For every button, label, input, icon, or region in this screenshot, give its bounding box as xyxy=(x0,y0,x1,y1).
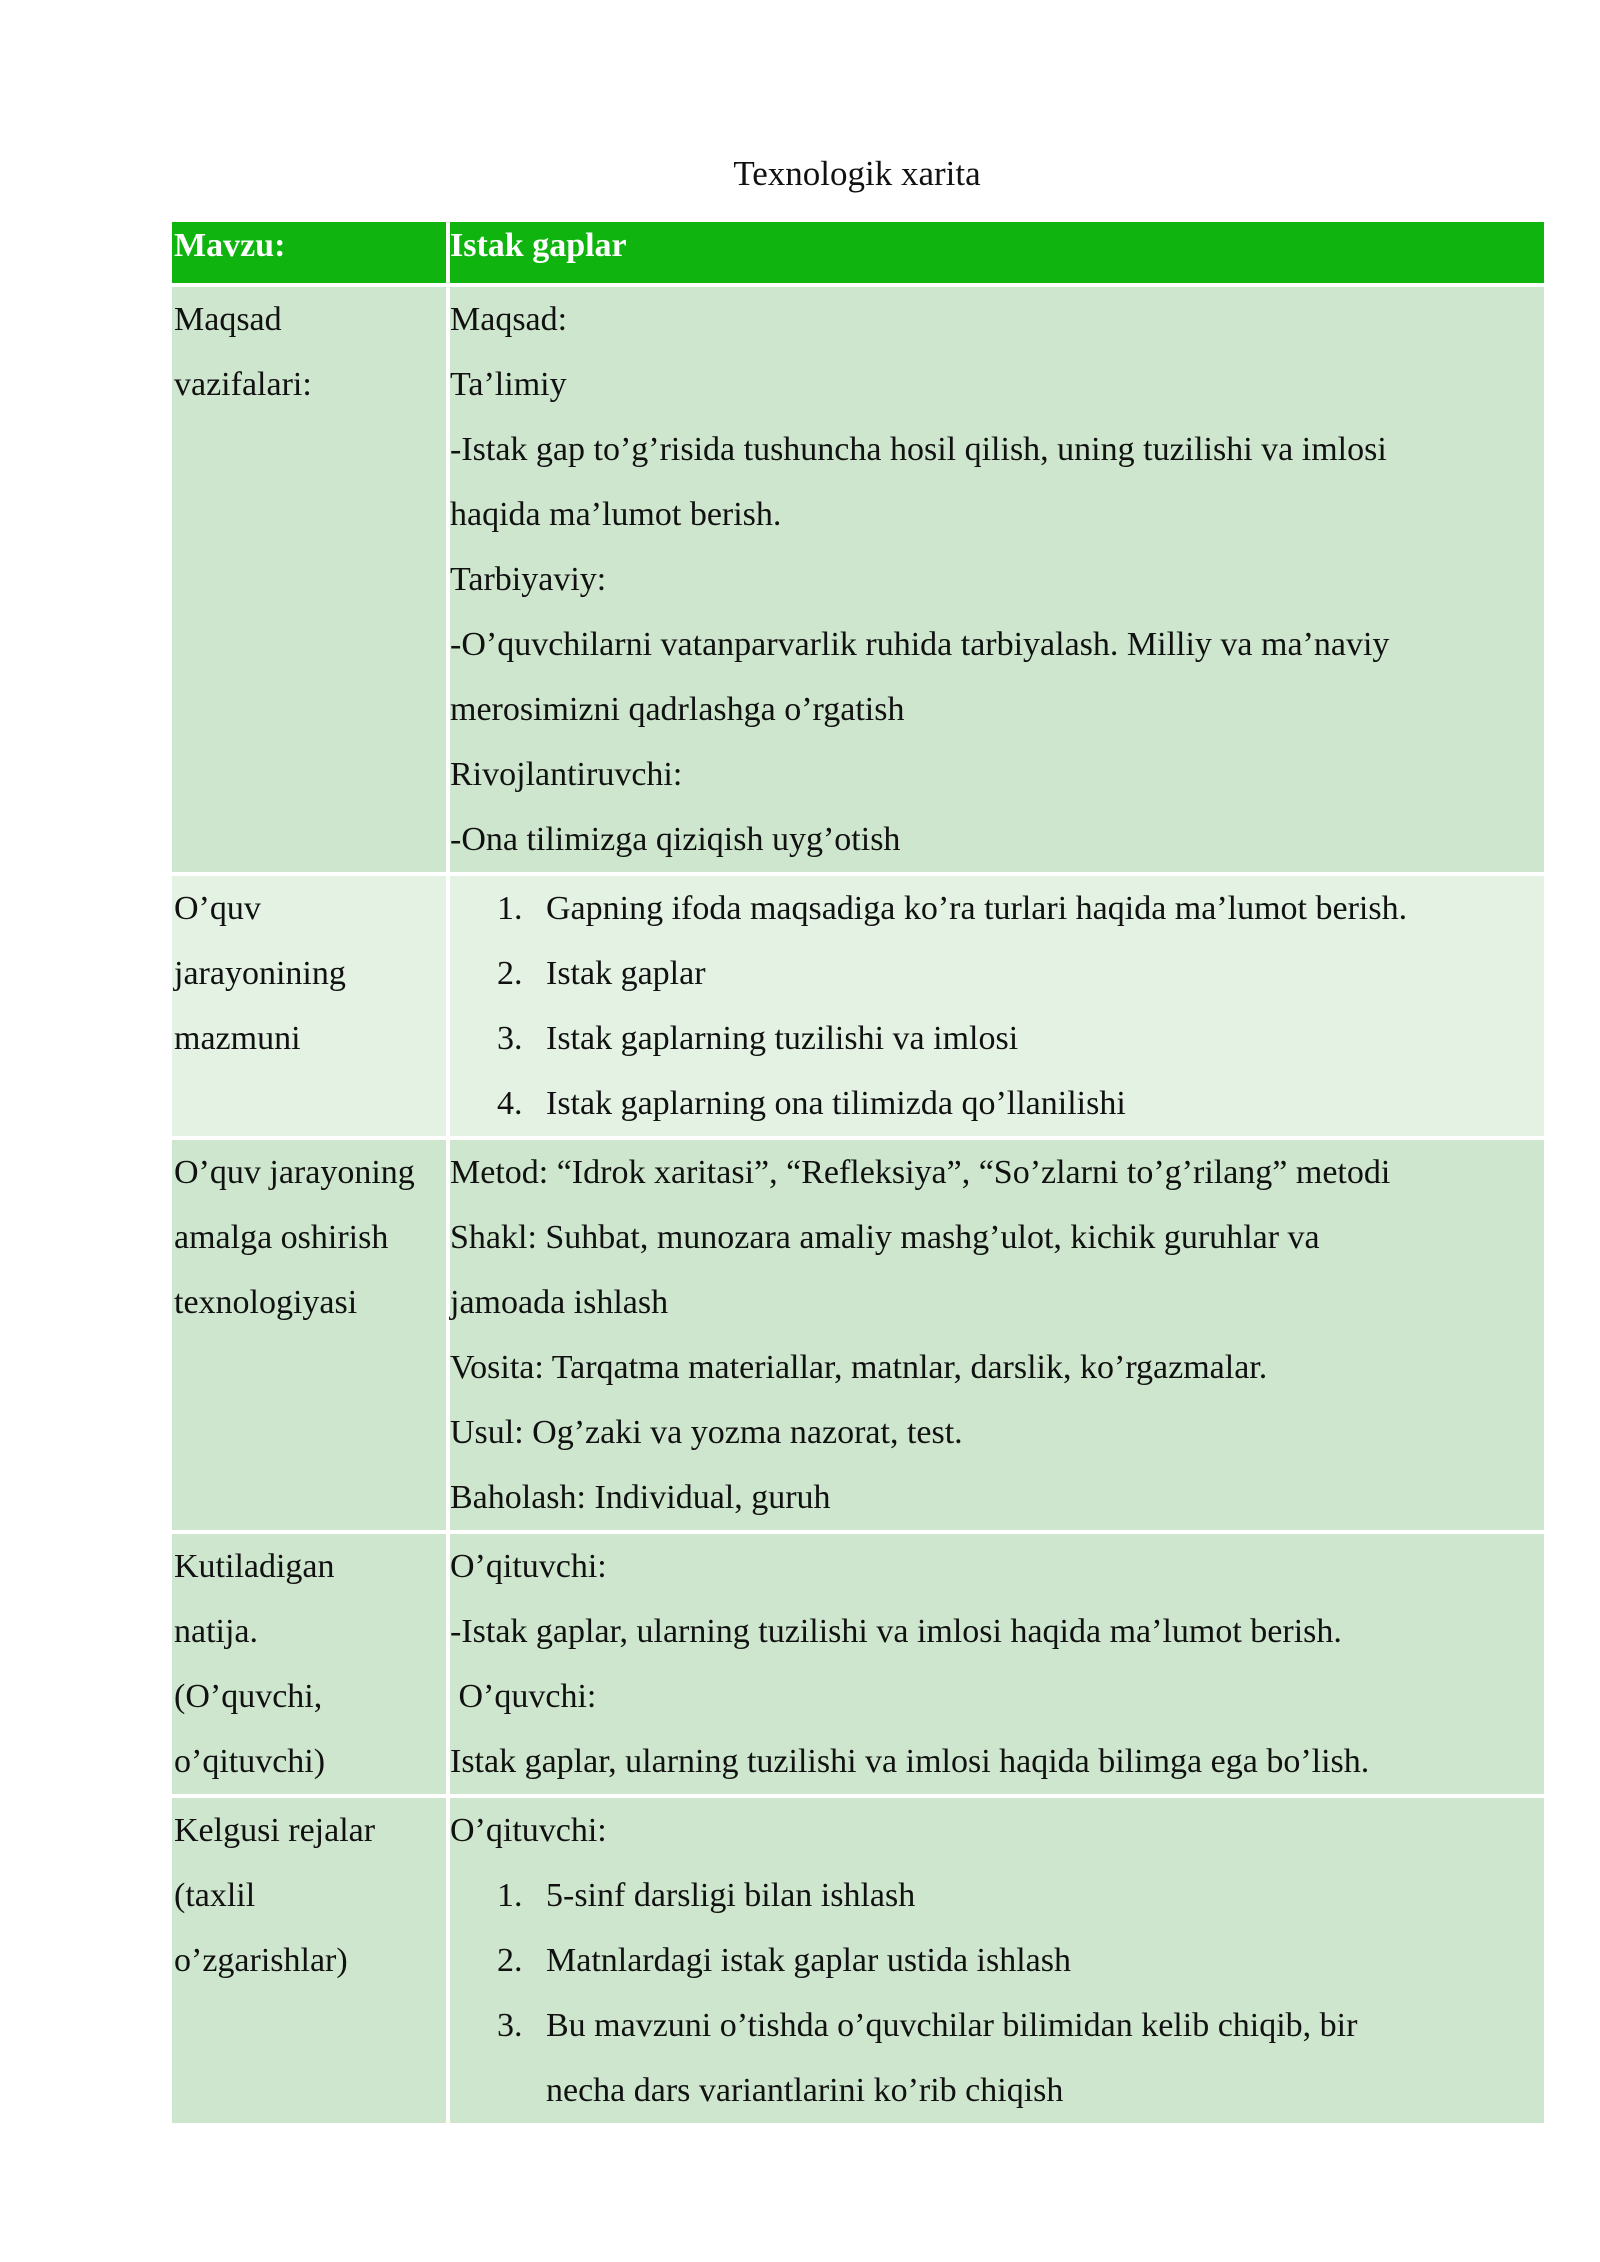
item-number: 1. xyxy=(497,1877,523,1914)
plans-label xyxy=(172,1798,446,2123)
text-line: -Ona tilimizga qiziqish uyg’otish xyxy=(450,821,901,858)
item-text: Bu mavzuni o’tishda o’quvchilar bilimidan kelib chiqib, bir xyxy=(546,2007,1358,2044)
table-row-technology xyxy=(172,1140,1544,1530)
list-item xyxy=(450,1993,1544,2123)
table-row-plans xyxy=(172,1798,1544,2123)
technology-content xyxy=(446,1140,1544,1530)
label-line: O’quv xyxy=(174,890,261,927)
topic-label: Mavzu: xyxy=(172,222,446,283)
text-line: jamoada ishlash xyxy=(450,1284,669,1321)
results-label xyxy=(172,1534,446,1794)
item-text: necha dars variantlarini ko’rib chiqish xyxy=(546,2072,1064,2109)
label-line: texnologiyasi xyxy=(174,1284,358,1321)
item-number: 3. xyxy=(497,2007,523,2044)
item-text: 5-sinf darsligi bilan ishlash xyxy=(546,1877,916,1914)
item-text: Istak gaplar xyxy=(546,955,706,992)
technology-label xyxy=(172,1140,446,1530)
table-row-goals xyxy=(172,287,1544,872)
item-text: Matnlardagi istak gaplar ustida ishlash xyxy=(546,1942,1071,1979)
list-item xyxy=(450,876,1544,941)
label-line: o’zgarishlar) xyxy=(174,1942,348,1979)
text-line: haqida ma’lumot berish. xyxy=(450,496,782,533)
text-line: Baholash: Individual, guruh xyxy=(450,1479,831,1516)
text-line: -Istak gap to’g’risida tushuncha hosil qilish, uning tuzilishi va imlosi xyxy=(450,431,1387,468)
label-line: vazifalari: xyxy=(174,366,312,403)
text-line: Ta’limiy xyxy=(450,366,567,403)
goals-label xyxy=(172,287,446,872)
text-line: Metod: “Idrok xaritasi”, “Refleksiya”, “So’zlarni to’g’rilang” metodi xyxy=(450,1154,1391,1191)
item-number: 3. xyxy=(497,1020,523,1057)
list-item xyxy=(450,1071,1544,1136)
goals-content xyxy=(446,287,1544,872)
label-line: mazmuni xyxy=(174,1020,301,1057)
text-line: Shakl: Suhbat, munozara amaliy mashg’ulot, kichik guruhlar va xyxy=(450,1219,1320,1256)
document-title: Texnologik xarita xyxy=(733,154,981,193)
text-line: Maqsad: xyxy=(450,301,568,338)
item-number: 2. xyxy=(497,1942,523,1979)
text-line: merosimizni qadrlashga o’rgatish xyxy=(450,691,905,728)
item-text: Gapning ifoda maqsadiga ko’ra turlari haqida ma’lumot berish. xyxy=(546,890,1408,927)
text-line: O’qituvchi: xyxy=(450,1548,607,1585)
content-label xyxy=(172,876,446,1136)
table-row-topic xyxy=(172,222,1544,283)
results-content xyxy=(446,1534,1544,1794)
text-line: Tarbiyaviy: xyxy=(450,561,607,598)
label-line: o’qituvchi) xyxy=(174,1743,326,1780)
item-number: 4. xyxy=(497,1085,523,1122)
label-line: natija. xyxy=(174,1613,259,1650)
label-line: Maqsad xyxy=(174,301,282,338)
text-line: O’quvchi: xyxy=(450,1678,597,1715)
plans-content xyxy=(446,1798,1544,2123)
table-row-content xyxy=(172,876,1544,1136)
text-line: Rivojlantiruvchi: xyxy=(450,756,683,793)
label-line: (taxlil xyxy=(174,1877,256,1914)
item-number: 2. xyxy=(497,955,523,992)
topic-value: Istak gaplar xyxy=(446,222,1544,283)
label-line: (O’quvchi, xyxy=(174,1678,323,1715)
text-line: O’qituvchi: xyxy=(450,1812,607,1849)
text-line: -O’quvchilarni vatanparvarlik ruhida tarbiyalash. Milliy va ma’naviy xyxy=(450,626,1390,663)
text-line: -Istak gaplar, ularning tuzilishi va imlosi haqida ma’lumot berish. xyxy=(450,1613,1342,1650)
label-line: Kutiladigan xyxy=(174,1548,335,1585)
label-line: amalga oshirish xyxy=(174,1219,389,1256)
list-item xyxy=(450,941,1544,1006)
list-item xyxy=(450,1863,1544,1928)
list-item xyxy=(450,1006,1544,1071)
item-text: Istak gaplarning tuzilishi va imlosi xyxy=(546,1020,1019,1057)
text-line: Istak gaplar, ularning tuzilishi va imlosi haqida bilimga ega bo’lish. xyxy=(450,1743,1370,1780)
list-item xyxy=(450,1928,1544,1993)
content-list xyxy=(446,876,1544,1136)
text-line: Usul: Og’zaki va yozma nazorat, test. xyxy=(450,1414,963,1451)
table-row-results xyxy=(172,1534,1544,1794)
item-text: Istak gaplarning ona tilimizda qo’llanilishi xyxy=(546,1085,1126,1122)
text-line: Vosita: Tarqatma materiallar, matnlar, darslik, ko’rgazmalar. xyxy=(450,1349,1268,1386)
label-line: Kelgusi rejalar xyxy=(174,1812,376,1849)
label-line: O’quv jarayoning xyxy=(174,1154,415,1191)
item-number: 1. xyxy=(497,890,523,927)
technology-map-table xyxy=(172,218,1544,2127)
label-line: jarayonining xyxy=(174,955,346,992)
